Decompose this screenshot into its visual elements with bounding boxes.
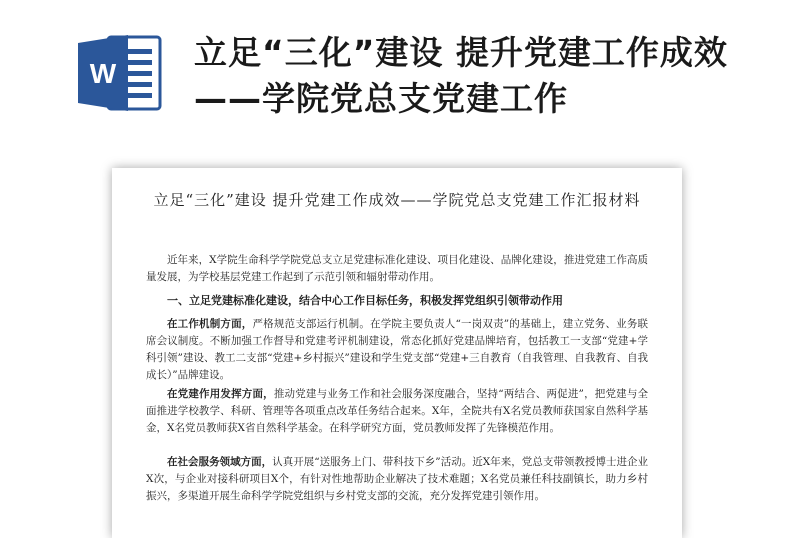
paragraph-lead: 在党建作用发挥方面， <box>167 388 274 400</box>
paragraph-lead: 在工作机制方面， <box>167 318 253 330</box>
paragraph-social-service <box>146 454 648 505</box>
document-title: 立足“三化”建设 提升党建工作成效——学院党总支党建工作汇报材料 <box>153 191 641 209</box>
paragraph-party-role <box>146 386 648 437</box>
paragraph-lead: 在社会服务领域方面， <box>167 456 273 468</box>
word-document-icon <box>78 33 164 113</box>
section-heading-1: 一、立足党建标准化建设，结合中心工作目标任务，积极发挥党组织引领带动作用 <box>167 294 563 307</box>
intro-paragraph: 近年来，X学院生命科学学院党总支立足党建标准化建设、项目化建设、品牌化建设，推进党建工作高质量发展，为学校基层党建工作起到了示范引领和辐射带动作用。 <box>146 254 648 283</box>
header <box>0 0 800 160</box>
paragraph-body: 严格规范支部运行机制。在学院主要负责人“一岗双责”的基础上，建立党务、业务联席会议制度。不断加强工作督导和党建考评机制建设，常态化抓好党建品牌培育，包括教工一支部“党建+学科引领”建设、教工二支部“党建+乡村振兴”建设和学生党支部“党建+三自教育（自我管理、自我教育、自我成长）”品牌建设。 <box>146 318 649 381</box>
word-icon-letter: W <box>89 58 117 89</box>
paragraph-body: 认真开展“送服务上门、带科技下乡”活动。近X年来，党总支带领教授博士进企业X次，与企业对接科研项目X个，有针对性地帮助企业解决了技术难题；X名党员兼任科技副镇长，助力乡村振兴，多渠道开展生命科学学院党组织与乡村党支部的交流，充分发挥党建引领作用。 <box>146 456 648 502</box>
paragraph-work-mechanism <box>146 316 648 384</box>
paragraph-body: 推动党建与业务工作和社会服务深度融合，坚持“两结合、两促进”，把党建与全面推进学校教学、科研、管理等各项重点改革任务结合起来。X年，全院共有X名党员教师获国家自然科学基金，X名党员教师获X省自然科学基金。在科学研究方面，党员教师发挥了先锋模范作用。 <box>146 388 649 434</box>
document-page <box>112 168 682 538</box>
page-title: 立足“三化”建设 提升党建工作成效——学院党总支党建工作 <box>194 33 728 118</box>
